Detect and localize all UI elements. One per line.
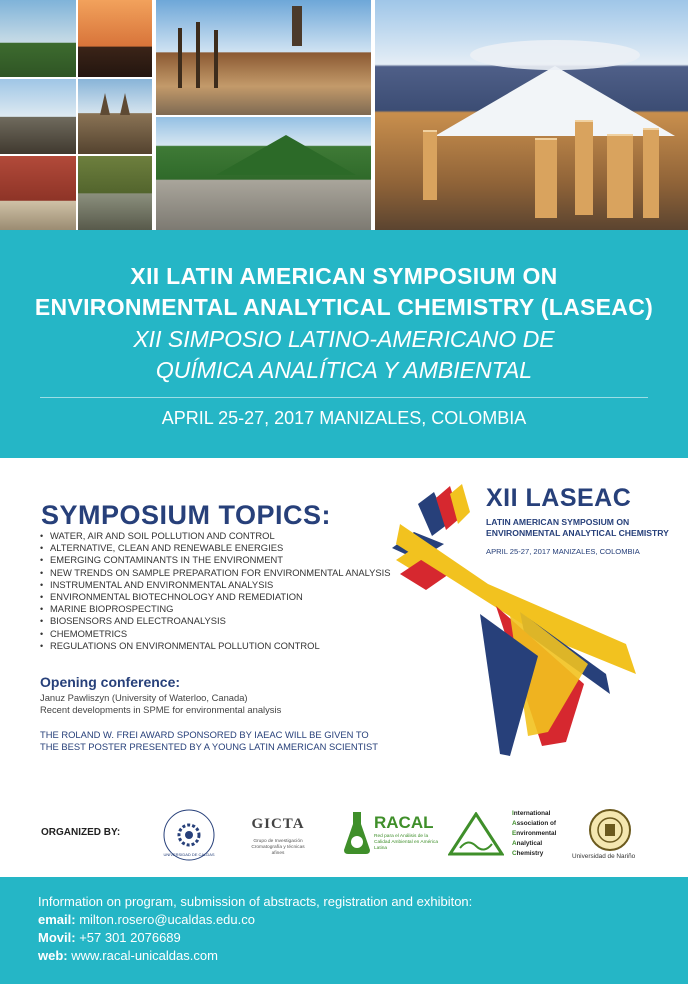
racal-flask-icon (342, 810, 372, 856)
title-spanish-line1: XII SIMPOSIO LATINO-AMERICANO DE (133, 326, 555, 352)
caldas-seal-text: UNIVERSIDAD DE CALDAS (163, 852, 215, 857)
green-building-photo (78, 156, 152, 230)
iaeac-line-1: International (512, 810, 551, 817)
organized-by-label: ORGANIZED BY: (41, 827, 121, 838)
universidad-caldas-logo (162, 808, 216, 862)
award-line-1: THE ROLAND W. FREI AWARD SPONSORED BY IAEAC WILL BE GIVEN TO (40, 729, 369, 740)
opening-speaker: Januz Pawliszyn (University of Waterloo, Canada) (40, 692, 248, 703)
title-spanish-line2: QUÍMICA ANALÍTICA Y AMBIENTAL (155, 357, 533, 383)
racal-title: RACAL (374, 813, 434, 832)
phone-number: +57 301 2076689 (79, 930, 181, 945)
narino-label: Universidad de Nariño (572, 853, 636, 860)
web-link[interactable]: www.racal-unicaldas.com (71, 948, 218, 963)
title-english-line1: XII LATIN AMERICAN SYMPOSIUM ON (130, 263, 558, 289)
green-valley-photo (156, 117, 371, 230)
topic-item: • ALTERNATIVE, CLEAN AND RENEWABLE ENERGIES (40, 542, 391, 554)
opening-talk: Recent developments in SPME for environmental analysis (40, 704, 282, 715)
opening-conference-heading: Opening conference: (40, 674, 181, 690)
topic-item: • CHEMOMETRICS (40, 628, 391, 640)
iaeac-triangle-icon (448, 812, 504, 856)
topic-item: • NEW TRENDS ON SAMPLE PREPARATION FOR ENVIRONMENTAL ANALYSIS (40, 567, 391, 579)
tower-building-photo (0, 79, 76, 154)
topic-item: • BIOSENSORS AND ELECTROANALYSIS (40, 615, 391, 627)
topic-item: • WATER, AIR AND SOIL POLLUTION AND CONTROL (40, 530, 391, 542)
gicta-logo (246, 808, 310, 858)
topics-list (40, 530, 391, 652)
award-line-2: THE BEST POSTER PRESENTED BY A YOUNG LATIN AMERICAN SCIENTIST (40, 741, 378, 752)
narino-seal-icon (588, 808, 632, 852)
topic-item: • MARINE BIOPROSPECTING (40, 603, 391, 615)
logo-subtitle-line1: LATIN AMERICAN SYMPOSIUM ON (486, 517, 630, 527)
topics-heading: SYMPOSIUM TOPICS: (41, 500, 332, 530)
logo-subtitle-line2: ENVIRONMENTAL ANALYTICAL CHEMISTRY (486, 528, 669, 538)
title-divider (40, 397, 648, 398)
iaeac-line-3: Environmental (512, 830, 557, 837)
footer-info-text: Information on program, submission of abstracts, registration and exhibiton: (38, 894, 473, 909)
gicta-subtitle: Grupo de Investigación Cromatografía y técnicas afines (251, 839, 305, 856)
gicta-title: GICTA (251, 816, 305, 832)
iaeac-line-2: Association of (512, 820, 557, 827)
logo-date: APRIL 25-27, 2017 MANIZALES, COLOMBIA (486, 547, 640, 556)
topic-item: • INSTRUMENTAL AND ENVIRONMENTAL ANALYSIS (40, 579, 391, 591)
event-date-location: APRIL 25-27, 2017 MANIZALES, COLOMBIA (161, 408, 527, 428)
topic-item: • REGULATIONS ON ENVIRONMENTAL POLLUTION CONTROL (40, 640, 391, 652)
sunset-silhouette-photo (78, 0, 152, 77)
city-volcano-photo (375, 0, 688, 230)
footer-web: web: www.racal-unicaldas.com (38, 948, 218, 963)
topic-item: • ENVIRONMENTAL BIOTECHNOLOGY AND REMEDIATION (40, 591, 391, 603)
logo-title: XII LASEAC (486, 484, 632, 512)
iaeac-line-5: Chemistry (512, 850, 544, 857)
red-building-photo (0, 156, 76, 230)
footer-email: email: milton.rosero@ucaldas.edu.co (38, 912, 255, 927)
title-english-line2: ENVIRONMENTAL ANALYTICAL CHEMISTRY (LASEAC) (34, 294, 654, 320)
topic-item: • EMERGING CONTAMINANTS IN THE ENVIRONMENT (40, 554, 391, 566)
gardens-photo (0, 0, 76, 77)
cathedral-photo (78, 79, 152, 154)
footer-phone: Movil: +57 301 2076689 (38, 930, 181, 945)
racal-subtitle: Red para el Análisis de la Calidad Ambiental en América Latina (374, 834, 438, 851)
iaeac-line-4: Analytical (512, 840, 543, 847)
town-plaza-photo (156, 0, 371, 115)
email-link[interactable]: milton.rosero@ucaldas.edu.co (79, 912, 255, 927)
